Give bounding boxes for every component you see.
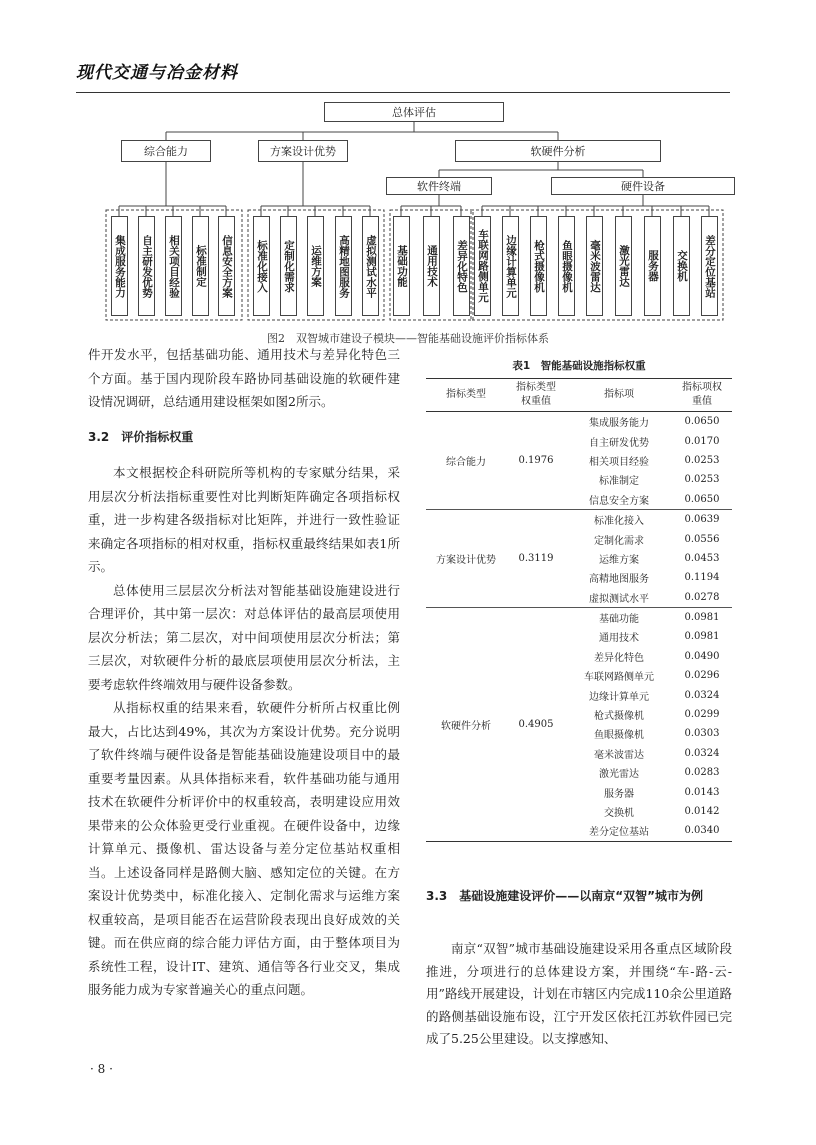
cell-item-weight: 0.0143 bbox=[684, 786, 720, 798]
cell-item: 信息安全方案 bbox=[566, 490, 672, 510]
diagram-leaf: 差分定位基站 bbox=[701, 216, 718, 316]
cell-item-weight: 0.0278 bbox=[672, 588, 732, 608]
cell-item-weight: 0.0299 bbox=[684, 709, 720, 721]
cell-item-weight: 0.0253 bbox=[684, 474, 720, 486]
diagram-leaf: 自主研发优势 bbox=[138, 216, 155, 316]
table-header: 指标项 bbox=[566, 379, 672, 412]
diagram-leaf: 定制化需求 bbox=[280, 216, 297, 316]
table-title: 表1 智能基础设施指标权重 bbox=[512, 360, 646, 372]
cell-item-weight: 0.0981 bbox=[684, 631, 720, 643]
page-number: · 8 · bbox=[90, 1062, 113, 1076]
paragraph: 件开发水平，包括基础功能、通用技术与差异化特色三个方面。基于国内现阶段车路协同基础设施的软硬件建设情况调研，总结通用建设框架如图2所示。 bbox=[88, 347, 400, 409]
diagram-leaf: 集成服务能力 bbox=[111, 216, 128, 316]
cell-item-weight: 0.0556 bbox=[684, 533, 720, 545]
cell-item-weight: 0.0490 bbox=[684, 650, 720, 662]
paragraph: 总体使用三层层次分析法对智能基础设施建设进行合理评价，其中第一层次：对总体评估的最高层项使用层次分析法；第二层次，对中间项使用层次分析法；第三层次，对软硬件分析的最底层项使用层次分析法，主要考虑软件终端效用与硬件设备参数。 bbox=[88, 582, 400, 692]
diagram-node-hardware: 硬件设备 bbox=[551, 177, 735, 195]
cell-item: 毫米波雷达 bbox=[594, 749, 644, 761]
diagram-leaf: 标准化接入 bbox=[253, 216, 270, 316]
cell-item-weight: 0.0639 bbox=[684, 514, 720, 526]
diagram-leaf: 虚拟测试水平 bbox=[362, 216, 379, 316]
cell-item: 运维方案 bbox=[599, 554, 639, 566]
diagram-leaf: 车联网路侧单元 bbox=[474, 216, 491, 316]
diagram-node-comprehensive: 综合能力 bbox=[121, 140, 211, 162]
cell-item: 虚拟测试水平 bbox=[566, 588, 672, 608]
cell-type-weight: 0.1976 bbox=[506, 412, 566, 510]
cell-item: 车联网路侧单元 bbox=[584, 672, 654, 684]
cell-item: 激光雷达 bbox=[599, 769, 639, 781]
cell-item: 集成服务能力 bbox=[589, 418, 649, 430]
table-header: 指标项权 重值 bbox=[672, 379, 732, 412]
cell-item-weight: 0.0324 bbox=[684, 747, 720, 759]
diagram-node-design: 方案设计优势 bbox=[258, 140, 348, 162]
cell-item-weight: 0.1194 bbox=[684, 572, 720, 584]
cell-item-weight: 0.0340 bbox=[672, 821, 732, 841]
cell-item: 交换机 bbox=[604, 808, 634, 819]
cell-item: 标准化接入 bbox=[594, 516, 644, 528]
cell-item-weight: 0.0296 bbox=[684, 670, 720, 682]
table-block bbox=[426, 358, 732, 842]
table-row bbox=[426, 412, 732, 432]
cell-item-weight: 0.0650 bbox=[672, 490, 732, 510]
cell-item-weight: 0.0650 bbox=[684, 416, 720, 428]
diagram-node-softhard: 软硬件分析 bbox=[455, 140, 661, 162]
diagram-node-software: 软件终端 bbox=[386, 177, 492, 195]
table-body bbox=[426, 412, 732, 842]
diagram-leaf: 激光雷达 bbox=[615, 216, 632, 316]
diagram-leaf: 信息安全方案 bbox=[218, 216, 235, 316]
section-heading: 3.3 基础设施建设评价——以南京“双智”城市为例 bbox=[426, 889, 704, 903]
cell-item: 通用技术 bbox=[599, 633, 639, 645]
cell-item-weight: 0.0324 bbox=[684, 689, 720, 701]
left-column bbox=[88, 343, 400, 1002]
cell-item: 标准制定 bbox=[599, 476, 639, 488]
diagram-leaf: 鱼眼摄像机 bbox=[558, 216, 575, 316]
cell-type: 方案设计优势 bbox=[426, 509, 506, 607]
paragraph: 从指标权重的结果来看，软硬件分析所占权重比例最大，占比达到49%，其次为方案设计优势。充分说明了软件终端与硬件设备是智能基础设施建设项目中的最重要考量因素。从具体指标来看，软件基础功能与通用技术在软硬件分析评价中的权重较高，表明建设应用效果带来的公众体验更受行业重视。在硬件设备中，边缘计算单元、摄像机、雷达设备与差分定位基站权重相当。上述设备同样是路侧大脑、感知定位的关键。在方案设计优势类中，标准化接入、定制化需求与运维方案权重较高，是项目能否在运营阶段表现出良好成效的关键。而在供应商的综合能力评估方面，由于整体项目为系统性工程，设计IT、建筑、通信等各行业交叉，集成服务能力成为专家普遍关心的重点问题。 bbox=[88, 700, 400, 997]
figure-caption: 图2 双智城市建设子模块——智能基础设施评价指标体系 bbox=[267, 332, 549, 345]
cell-type-weight: 0.3119 bbox=[506, 509, 566, 607]
table-row bbox=[426, 607, 732, 627]
cell-item: 基础功能 bbox=[599, 614, 639, 626]
cell-item: 服务器 bbox=[604, 788, 634, 800]
journal-masthead: 现代交通与冶金材料 bbox=[76, 63, 238, 83]
diagram-leaf: 差异化特色 bbox=[453, 216, 470, 316]
cell-item: 高精地图服务 bbox=[589, 574, 649, 586]
cell-item: 差分定位基站 bbox=[566, 821, 672, 841]
diagram-leaf: 毫米波雷达 bbox=[586, 216, 603, 316]
diagram-leaf: 相关项目经验 bbox=[165, 216, 182, 316]
cell-item-weight: 0.0142 bbox=[684, 806, 720, 817]
cell-item: 自主研发优势 bbox=[589, 437, 649, 449]
cell-item-weight: 0.0283 bbox=[684, 767, 720, 779]
cell-item: 鱼眼摄像机 bbox=[594, 730, 644, 742]
right-text bbox=[426, 938, 732, 1051]
table-row bbox=[426, 509, 732, 529]
cell-item: 相关项目经验 bbox=[589, 456, 649, 468]
cell-type: 软硬件分析 bbox=[426, 607, 506, 841]
header-rule bbox=[76, 92, 730, 93]
diagram-leaf: 交换机 bbox=[673, 216, 690, 316]
paragraph: 本文根据校企科研院所等机构的专家赋分结果，采用层次分析法指标重要性对比判断矩阵确定各项指标权重，进一步构建各级指标对比矩阵，并进行一致性验证来确定各项指标的相对权重，指标权重最终结果如表1所示。 bbox=[88, 465, 400, 574]
diagram-leaf: 运维方案 bbox=[307, 216, 324, 316]
cell-item: 差异化特色 bbox=[594, 652, 644, 664]
cell-item: 定制化需求 bbox=[594, 535, 644, 547]
cell-type-weight: 0.4905 bbox=[506, 607, 566, 841]
cell-item-weight: 0.0170 bbox=[684, 435, 720, 447]
table-header: 指标类型 bbox=[426, 379, 506, 412]
paragraph: 南京“双智”城市基础设施建设采用各重点区域阶段推进，分项进行的总体建设方案，并围绕“车-路-云-用”路线开展建设，计划在市辖区内完成110余公里道路的路侧基础设施布设，江宁开发区依托江苏软件园已完成了5.25公里建设。以支撑感知、 bbox=[426, 941, 732, 1046]
section-heading: 3.2 评价指标权重 bbox=[88, 429, 194, 444]
diagram-leaf: 枪式摄像机 bbox=[530, 216, 547, 316]
diagram-leaf: 通用技术 bbox=[423, 216, 440, 316]
cell-item-weight: 0.0981 bbox=[684, 612, 720, 624]
cell-type: 综合能力 bbox=[426, 412, 506, 510]
cell-item: 边缘计算单元 bbox=[589, 691, 649, 703]
index-system-diagram bbox=[96, 100, 736, 330]
diagram-leaf: 边缘计算单元 bbox=[502, 216, 519, 316]
diagram-leaf: 标准制定 bbox=[192, 216, 209, 316]
diagram-leaf: 基础功能 bbox=[393, 216, 410, 316]
cell-item-weight: 0.0453 bbox=[684, 552, 720, 564]
cell-item: 枪式摄像机 bbox=[594, 711, 644, 723]
diagram-leaf: 服务器 bbox=[644, 216, 661, 316]
diagram-leaf: 高精地图服务 bbox=[335, 216, 352, 316]
weights-table bbox=[426, 378, 732, 842]
table-header: 指标类型 权重值 bbox=[506, 379, 566, 412]
cell-item-weight: 0.0303 bbox=[684, 728, 720, 740]
cell-item-weight: 0.0253 bbox=[684, 454, 720, 466]
diagram-node-overall: 总体评估 bbox=[324, 102, 504, 122]
